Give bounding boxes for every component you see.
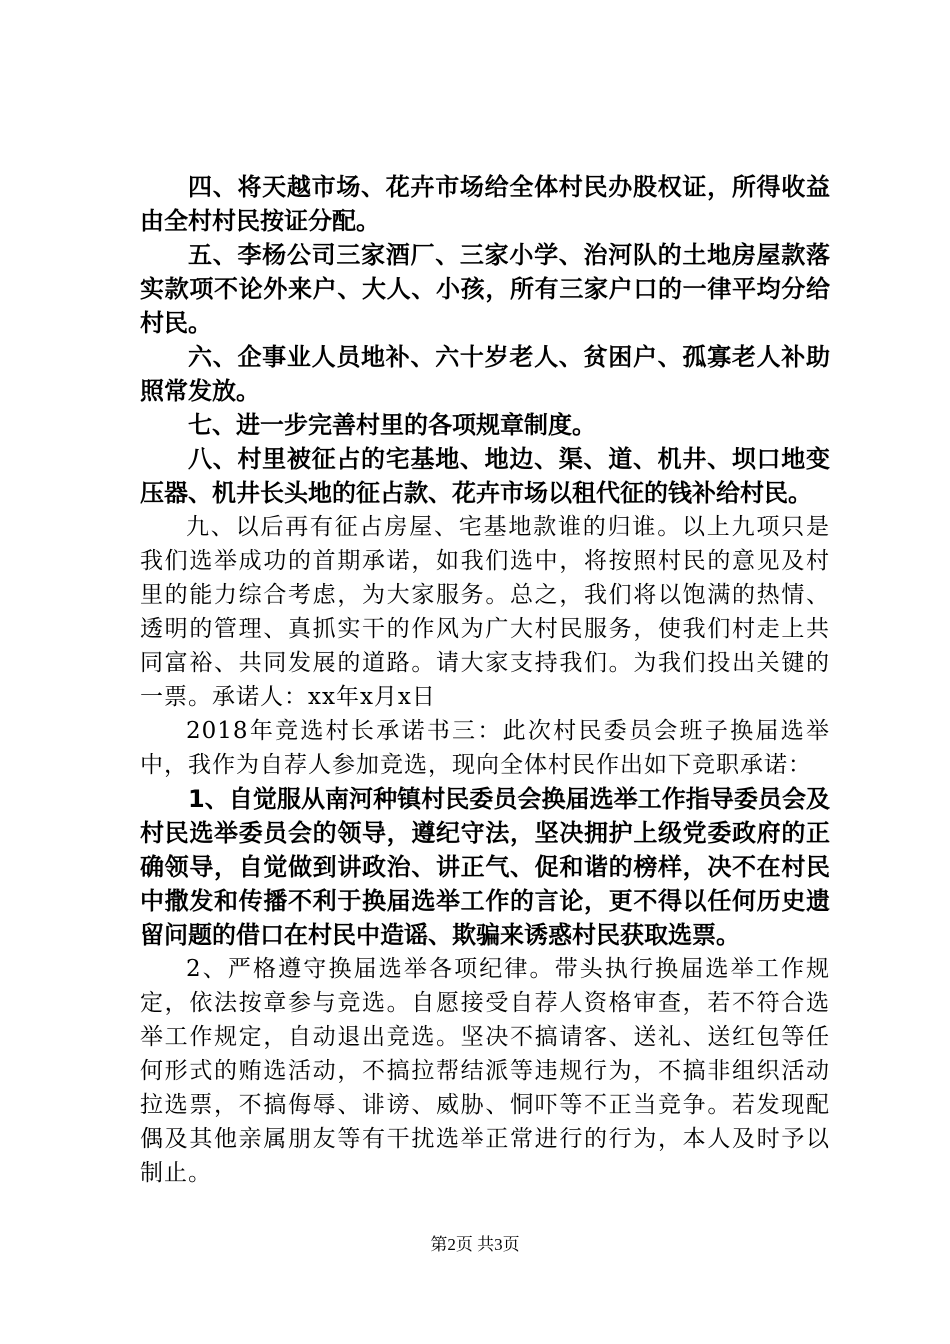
paragraph-letter-three-intro: 2018年竞选村长承诺书三：此次村民委员会班子换届选举中，我作为自荐人参加竞选，现向全体村民作出如下竞职承诺：: [140, 718, 830, 778]
document-body: [140, 170, 830, 1190]
paragraph-item-8: 八、村里被征占的宅基地、地边、渠、道、机井、坝口地变压器、机井长头地的征占款、花卉市场以租代征的钱补给村民。: [140, 445, 830, 507]
paragraph-pledge-1: 1、自觉服从南河种镇村民委员会换届选举工作指导委员会及村民选举委员会的领导，遵纪守法，坚决拥护上级党委政府的正确领导，自觉做到讲政治、讲正气、促和谐的榜样，决不在村民中撒发和传播不利于换届选举工作的言论，更不得以任何历史遗留问题的借口在村民中造谣、欺骗来诱惑村民获取选票。: [140, 785, 830, 949]
paragraph-pledge-2: 2、严格遵守换届选举各项纪律。带头执行换届选举工作规定，依法按章参与竞选。自愿接受自荐人资格审查，若不符合选举工作规定，自动退出竞选。坚决不搞请客、送礼、送红包等任何形式的贿选活动，不搞拉帮结派等违规行为，不搞非组织活动拉选票，不搞侮辱、诽谤、威胁、恫吓等不正当竞争。若发现配偶及其他亲属朋友等有干扰选举正常进行的行为，本人及时予以制止。: [140, 956, 830, 1186]
page-footer: 第2页 共3页: [430, 1235, 520, 1254]
paragraph-item-7: 七、进一步完善村里的各项规章制度。: [188, 411, 596, 439]
paragraph-item-6: 六、企事业人员地补、六十岁老人、贫困户、孤寡老人补助照常发放。: [140, 343, 830, 405]
paragraph-item-9: 九、以后再有征占房屋、宅基地款谁的归谁。以上九项只是我们选举成功的首期承诺，如我们选中，将按照村民的意见及村里的能力综合考虑，为大家服务。总之，我们将以饱满的热情、透明的管理、真抓实干的作风为广大村民服务，使我们村走上共同富裕、共同发展的道路。请大家支持我们。为我们投出关键的一票。承诺人：xx年x月x日: [140, 514, 830, 710]
paragraph-item-5: 五、李杨公司三家酒厂、三家小学、治河队的土地房屋款落实款项不论外来户、大人、小孩，所有三家户口的一律平均分给村民。: [140, 241, 830, 337]
paragraph-item-4: 四、将天越市场、花卉市场给全体村民办股权证，所得收益由全村村民按证分配。: [140, 173, 830, 235]
